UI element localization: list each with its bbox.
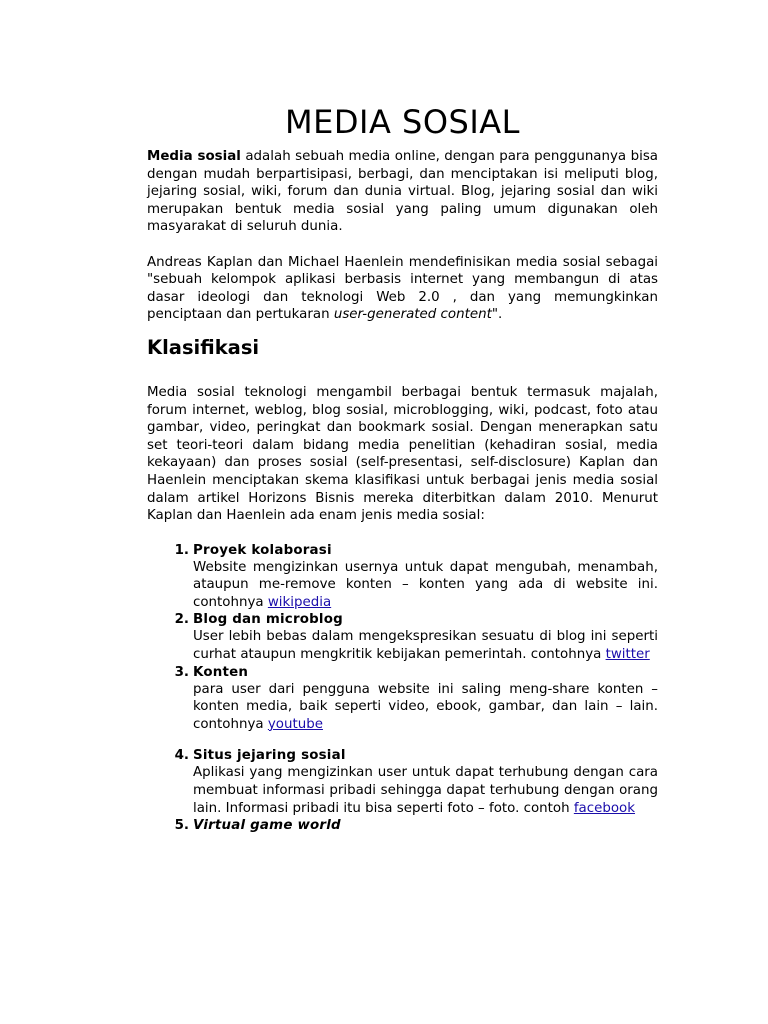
page-title: MEDIA SOSIAL xyxy=(285,103,520,141)
list-item-number: 4. xyxy=(174,748,189,764)
wikipedia-link[interactable]: wikipedia xyxy=(267,594,332,610)
intro-paragraph xyxy=(147,148,658,236)
intro-text: adalah sebuah media online, dengan para penggunanya bisa dengan mudah berpartisipasi, berbagi, dan menciptakan isi meliputi blog, jejaring sosial, wiki, forum dan dunia virtual. Blog, jejaring sosial dan wiki merupakan bentuk media sosial yang paling umum digunakan oleh masyarakat di seluruh dunia. xyxy=(147,149,659,235)
list-item-title: Virtual game world xyxy=(193,818,341,834)
definition-text-after: ". xyxy=(491,307,503,323)
list-item-title: Proyek kolaborasi xyxy=(193,542,332,558)
facebook-link[interactable]: facebook xyxy=(573,800,636,816)
list-item-number: 5. xyxy=(174,818,189,834)
list-item xyxy=(147,542,658,612)
list-item-title: Konten xyxy=(193,664,249,680)
list-item-number: 1. xyxy=(174,542,189,558)
media-types-list xyxy=(147,542,658,835)
youtube-link[interactable]: youtube xyxy=(267,716,323,732)
list-item xyxy=(147,611,658,663)
list-item xyxy=(147,664,658,748)
section-heading-klasifikasi: Klasifikasi xyxy=(147,335,260,359)
list-item-body: Aplikasi yang mengizinkan user untuk dapat terhubung dengan cara membuat informasi pribadi sehingga dapat terhubung dengan orang lain. Informasi pribadi itu bisa seperti foto – foto. contoh facebook xyxy=(193,765,658,816)
list-item-title: Situs jejaring sosial xyxy=(193,748,346,764)
intro-bold-term: Media sosial xyxy=(147,149,241,164)
document-page xyxy=(147,100,658,834)
list-item xyxy=(147,747,658,817)
section-paragraph: Media sosial teknologi mengambil berbagai bentuk termasuk majalah, forum internet, weblog, blog sosial, microblogging, wiki, podcast, foto atau gambar, video, peringkat dan bookmark sosial. Dengan menerapkan satu set teori-teori dalam bidang media penelitian (kehadiran sosial, media kekayaan) dan proses sosial (self-presentasi, self-disclosure) Kaplan dan Haenlein menciptakan skema klasifikasi untuk berbagai jenis media sosial dalam artikel Horizons Bisnis mereka diterbitkan dalam 2010. Menurut Kaplan dan Haenlein ada enam jenis media sosial: xyxy=(147,384,658,524)
list-item xyxy=(147,817,658,834)
definition-paragraph xyxy=(147,254,658,324)
list-item-body: Website mengizinkan usernya untuk dapat mengubah, menambah, ataupun me-remove konten – konten yang ada di website ini. contohnya wikipedia xyxy=(193,559,658,610)
definition-text-before: Andreas Kaplan dan Michael Haenlein mendefinisikan media sosial sebagai "sebuah kelompok aplikasi berbasis internet yang membangun di atas dasar ideologi dan teknologi Web 2.0 , dan yang memungkinkan penciptaan dan pertukaran xyxy=(147,254,658,323)
list-item-body: User lebih bebas dalam mengekspresikan sesuatu di blog ini seperti curhat ataupun mengkritik kebijakan pemerintah. contohnya twitter xyxy=(193,629,658,663)
list-item-number: 3. xyxy=(174,664,189,680)
list-item-title: Blog dan microblog xyxy=(193,612,343,628)
list-item-body: para user dari pengguna website ini saling meng-share konten – konten media, baik seperti video, ebook, gambar, dan lain – lain. contohnya youtube xyxy=(193,681,658,732)
list-item-number: 2. xyxy=(174,612,189,628)
twitter-link[interactable]: twitter xyxy=(605,647,650,663)
definition-italic-term: user-generated content xyxy=(333,307,492,323)
